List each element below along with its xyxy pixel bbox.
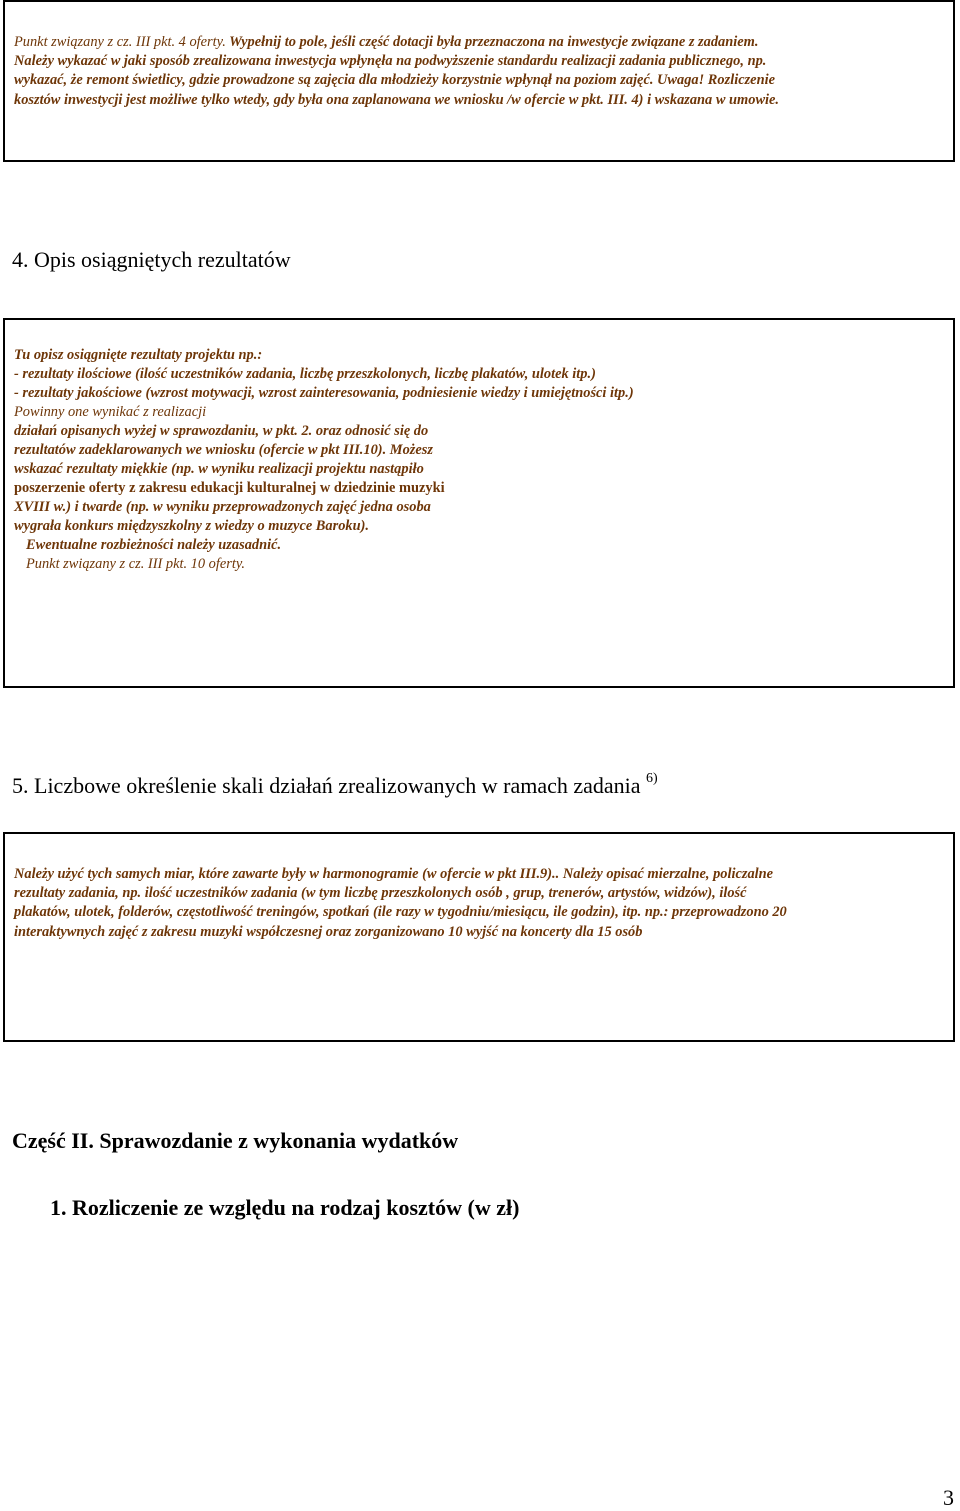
instruction-text: Wypełnij to pole, jeśli część dotacji była przeznaczona na inwestycje związane z zadaniem. (225, 34, 759, 50)
section-5-heading-text: 5. Liczbowe określenie skali działań zrealizowanych w ramach zadania (12, 773, 641, 798)
instruction-line: Ewentualne rozbieżności należy uzasadnić. (26, 537, 282, 553)
section-5-heading (12, 770, 658, 799)
instruction-line: działań opisanych wyżej w sprawozdaniu, w pkt. 2. oraz odnosić się do (14, 423, 429, 439)
instruction-line: poszerzenie oferty z zakresu edukacji kulturalnej w dziedzinie muzyki (14, 480, 445, 496)
instruction-line: Należy użyć tych samych miar, które zawarte były w harmonogramie (w ofercie w pkt III.9).. Należy opisać mierzalne, policzalne (14, 866, 774, 882)
section-4-heading: 4. Opis osiągniętych rezultatów (12, 247, 291, 272)
part-2-heading: Część II. Sprawozdanie z wykonania wydatków (12, 1128, 459, 1153)
instruction-line: plakatów, ulotek, folderów, częstotliwość treningów, spotkań (ile razy w tygodniu/miesiącu, ile godzin), itp. np.: przeprowadzono 20 (14, 904, 787, 921)
instruction-line: Punkt związany z cz. III pkt. 10 oferty. (26, 556, 246, 572)
instruction-line: wygrała konkurs międzyszkolny z wiedzy o muzyce Baroku). (14, 518, 369, 534)
instruction-line (14, 33, 947, 52)
results-field-box[interactable] (3, 318, 955, 688)
instruction-line: wskazać rezultaty miękkie (np. w wyniku realizacji projektu nastąpiło (14, 461, 424, 477)
results-field-instructions (14, 346, 947, 574)
part-2-subheading: 1. Rozliczenie ze względu na rodzaj kosztów (w zł) (50, 1195, 520, 1220)
instruction-lead: Punkt związany z cz. III pkt. 4 oferty. (14, 34, 226, 50)
instruction-line: Tu opisz osiągnięte rezultaty projektu np.: (14, 347, 263, 363)
footnote-marker: 6) (646, 770, 658, 786)
investment-field-box[interactable] (3, 0, 955, 162)
instruction-line: Należy wykazać w jaki sposób zrealizowana inwestycja wpłynęła na podwyższenie standardu realizacji zadania publicznego, np. (14, 53, 767, 70)
instruction-line: wykazać, że remont świetlicy, gdzie prowadzone są zajęcia dla młodzieży korzystnie wpłynął na poziom zajęć. Uwaga! Rozliczenie (14, 72, 775, 89)
investment-field-instructions (14, 33, 947, 110)
instruction-line: rezultaty zadania, np. ilość uczestników zadania (w tym liczbę przeszkolonych osób , grup, trenerów, artystów, widzów), ilość (14, 885, 747, 902)
scale-field-instructions (14, 865, 947, 942)
instruction-line: - rezultaty jakościowe (wzrost motywacji, wzrost zainteresowania, podniesienie wiedzy i umiejętności itp.) (14, 385, 634, 401)
instruction-line: rezultatów zadeklarowanych we wniosku (ofercie w pkt III.10). Możesz (14, 442, 433, 458)
instruction-line: Powinny one wynikać z realizacji (14, 404, 207, 420)
instruction-line: XVIII w.) i twarde (np. w wyniku przeprowadzonych zajęć jedna osoba (14, 499, 431, 515)
scale-field-box[interactable] (3, 832, 955, 1042)
instruction-line: - rezultaty ilościowe (ilość uczestników zadania, liczbę przeszkolonych, liczbę plakatów, ulotek itp.) (14, 366, 596, 382)
instruction-line: kosztów inwestycji jest możliwe tylko wtedy, gdy była ona zaplanowana we wniosku /w ofercie w pkt. III. 4) i wskazana w umowie. (14, 91, 780, 108)
instruction-line: interaktywnych zajęć z zakresu muzyki współczesnej oraz zorganizowano 10 wyjść na koncerty dla 15 osób (14, 923, 643, 940)
page-number: 3 (943, 1485, 954, 1510)
